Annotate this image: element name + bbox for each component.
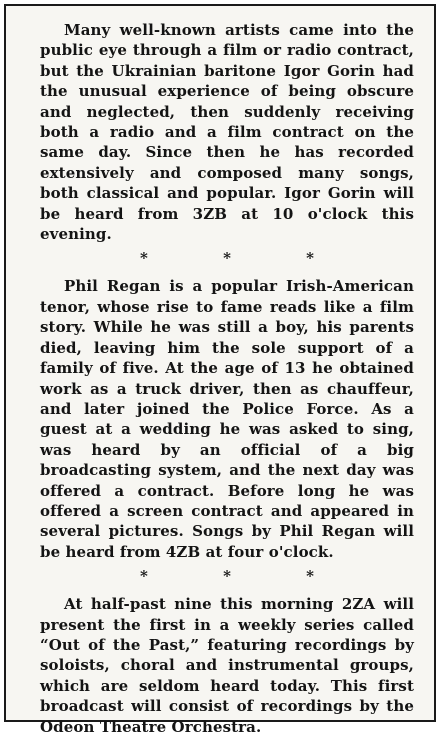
newspaper-clipping [4, 4, 436, 736]
asterisk-separator: * * * [140, 249, 314, 268]
paragraph-igor-gorin: Many well-known artists came into the public eye through a film or radio contract, but the Ukrainian baritone Igor Gorin had the unusual experience of being obscure and neglected, then suddenly receiving both a radio and a film contract on the same day. Since then he has recorded extensively and composed many songs, both classical and popular. Igor Gorin will be heard from 3ZB at 10 o'clock this evening. [40, 21, 414, 244]
article-column [40, 20, 414, 737]
paragraph-phil-regan: Phil Regan is a popular Irish-American tenor, whose rise to fame reads like a film story. While he was still a boy, his parents died, leaving him the sole support of a family of five. At the age of 13 he obtained work as a truck driver, then as chauffeur, and later joined the Police Force. As a guest at a wedding he was asked to sing, was heard by an official of a big broadcasting system, and the next day was offered a contract. Before long he was offered a screen contract and appeared in several pictures. Songs by Phil Regan will be heard from 4ZB at four o'clock. [40, 277, 414, 561]
asterisk-separator: * * * [140, 567, 314, 586]
paragraph-out-of-the-past: At half-past nine this morning 2ZA will present the first in a weekly series called “Out of the Past,” featuring recordings by soloists, choral and instrumental groups, which are seldom heard today. This first broadcast will consist of recordings by the Odeon Theatre Orchestra. [40, 595, 414, 736]
